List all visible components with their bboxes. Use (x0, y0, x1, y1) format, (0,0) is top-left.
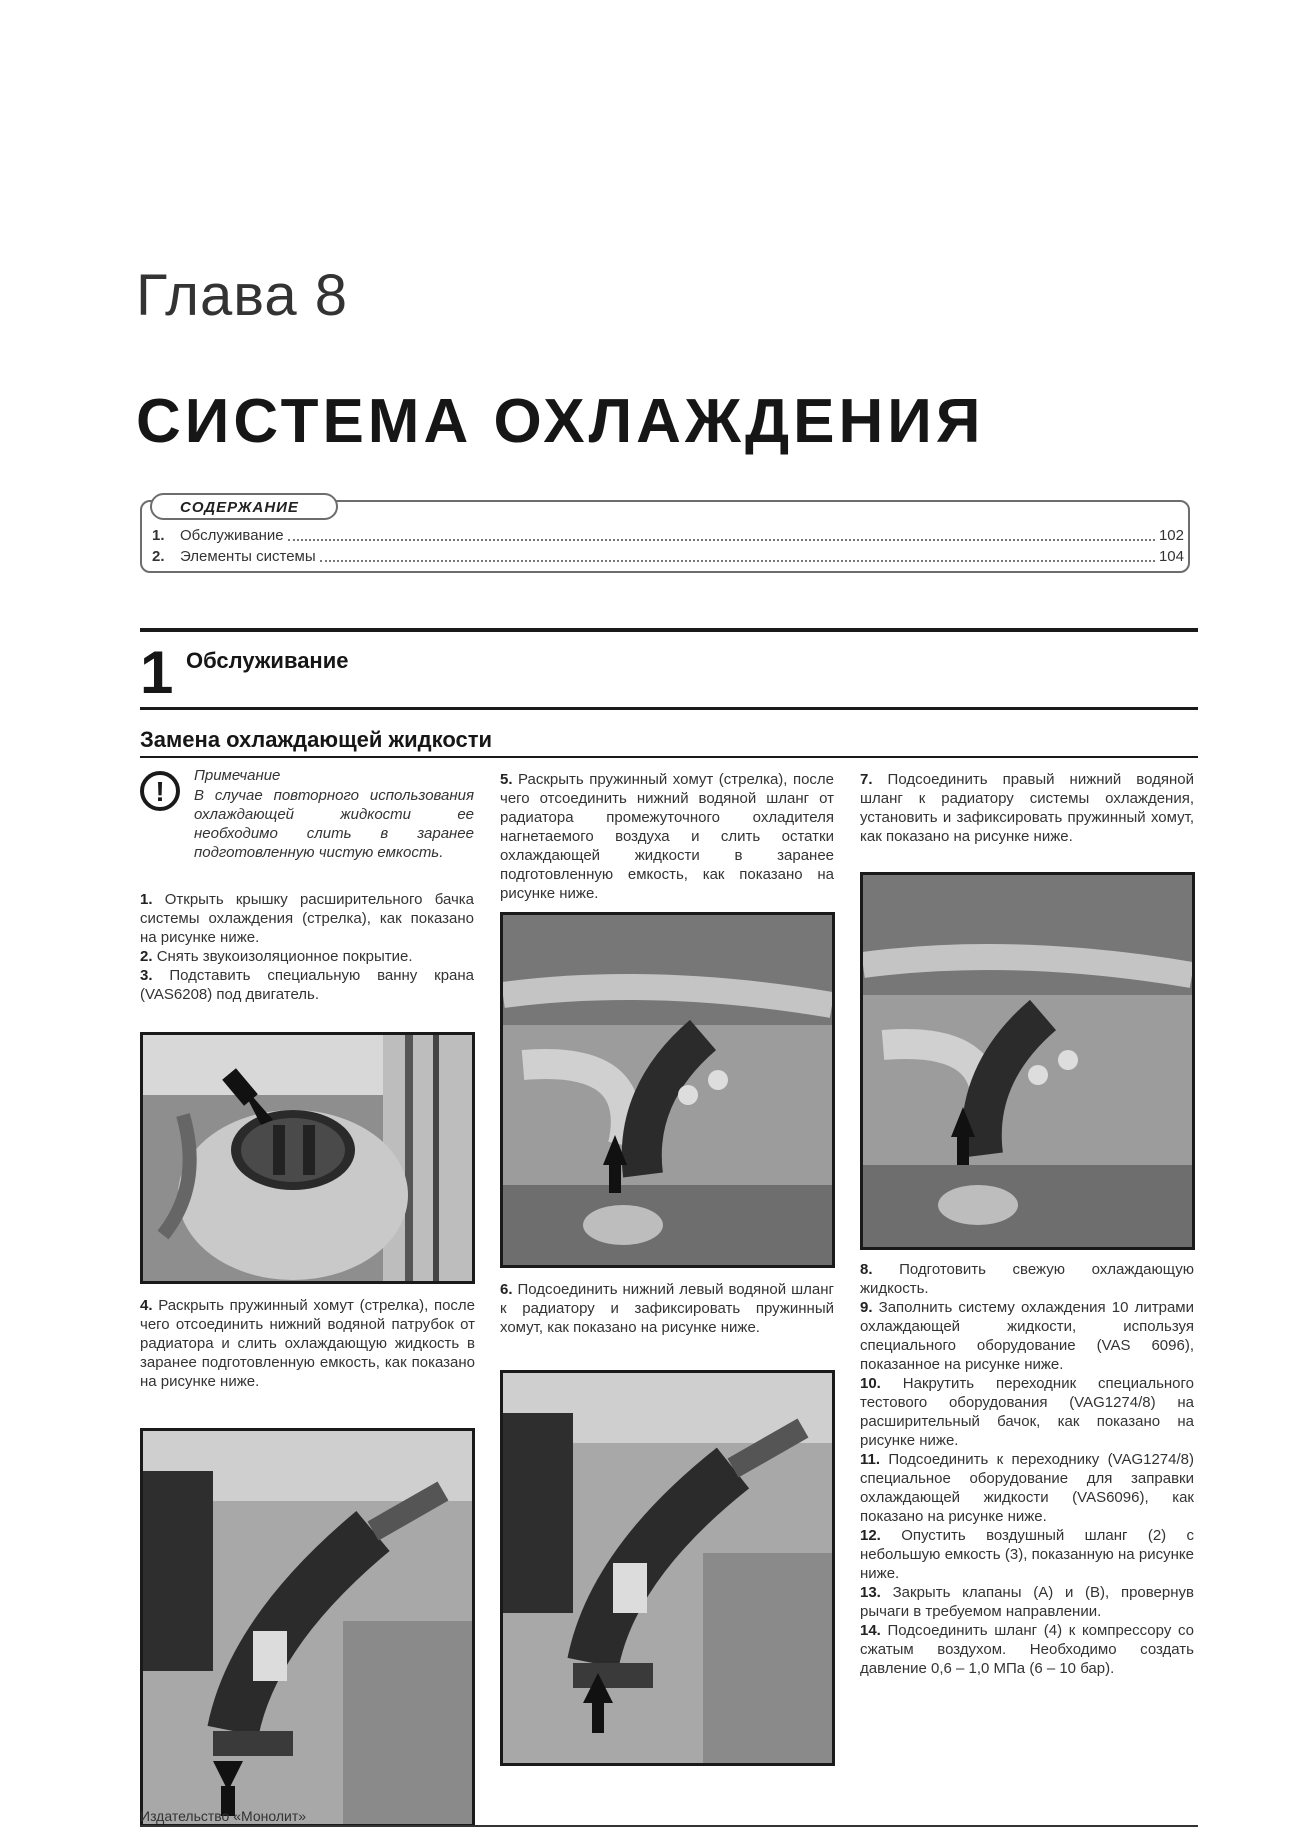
warning-icon: ! (140, 771, 180, 811)
subsection-title: Замена охлаждающей жидкости (140, 727, 493, 752)
page-title: СИСТЕМА ОХЛАЖДЕНИЯ (136, 387, 985, 456)
step-3: 3. Подставить специальную ванну крана (VAS6208) под двигатель. (140, 967, 475, 1003)
column-3-step-7 (860, 770, 1194, 846)
column-2-step-6 (500, 1280, 834, 1337)
column-1-steps (140, 890, 474, 1004)
toc-item[interactable] (152, 526, 1184, 546)
step-7: 7. Подсоединить правый нижний водяной шланг к радиатору системы охлаждения, установить и зафиксировать пружинный хомут, как показано на рисунке ниже. (860, 771, 1194, 845)
step-6: 6. Подсоединить нижний левый водяной шланг к радиатору и зафиксировать пружинный хомут, как показано на рисунке ниже. (500, 1281, 834, 1336)
photo-lower-hose-left (140, 1428, 475, 1827)
toc-leader (288, 526, 1155, 541)
step-1: 1. Открыть крышку расширительного бачка системы охлаждения (стрелка), как показано на рисунке ниже. (140, 891, 475, 946)
step-11: 11. Подсоединить к переходнику (VAG1274/8) специальное оборудование для заправки охлаждающей жидкости (VAS6096), как показано на рисунке ниже. (860, 1451, 1194, 1525)
toc-item-page: 102 (1158, 527, 1184, 544)
note-heading: Примечание (194, 767, 281, 784)
step-14: 14. Подсоединить шланг (4) к компрессору со сжатым воздухом. Необходимо создать давление 0,6 – 1,0 МПа (6 – 10 бар). (860, 1622, 1194, 1677)
footer-publisher: Издательство «Монолит» (140, 1808, 307, 1824)
column-3-steps (860, 1260, 1194, 1678)
photo-lower-hose-connect (500, 1370, 835, 1766)
column-1-step-4 (140, 1296, 475, 1391)
photo-expansion-tank (140, 1032, 475, 1284)
toc-leader (320, 547, 1155, 562)
photo-intercooler-hose (500, 912, 835, 1268)
step-2: 2. Снять звукоизоляционное покрытие. (140, 948, 413, 965)
section-number: 1 (140, 639, 174, 706)
step-4: 4. Раскрыть пружинный хомут (стрелка), после чего отсоединить нижний водяной патрубок от радиатора и слить охлаждающую жидкость в заранее подготовленную емкость, как показано на рисунке ниже. (140, 1297, 476, 1390)
step-13: 13. Закрыть клапаны (A) и (B), провернув рычаги в требуемом направлении. (860, 1584, 1194, 1620)
section-rule (140, 628, 1198, 632)
toc-item[interactable] (152, 547, 1184, 567)
toc-item-label: Обслуживание (180, 527, 284, 544)
note-text: В случае повторного использования охлаждающей жидкости ее необходимо слить в заранее подготовленную чистую емкость. (194, 787, 474, 861)
column-2-step-5 (500, 770, 834, 903)
section-title: Обслуживание (186, 648, 349, 673)
note-body (140, 786, 474, 862)
step-12: 12. Опустить воздушный шланг (2) с небольшую емкость (3), показанную на рисунке ниже. (860, 1527, 1194, 1582)
chapter-label: Глава 8 (136, 263, 349, 328)
step-5: 5. Раскрыть пружинный хомут (стрелка), после чего отсоединить нижний водяной шланг от радиатора промежуточного охладителя нагнетаемого воздуха и слить остатки охлаждающей жидкости в заранее подготовленную емкость, как показано на рисунке ниже. (500, 771, 835, 902)
toc-item-page: 104 (1158, 548, 1184, 565)
subsection-rule (140, 756, 1198, 758)
photo-right-hose (860, 872, 1195, 1250)
toc-item-label: Элементы системы (180, 548, 316, 565)
step-9: 9. Заполнить систему охлаждения 10 литрами охлаждающей жидкости, используя специального оборудование (VAS 6096), показанное на рисунке ниже. (860, 1299, 1194, 1373)
footer-rule (140, 1825, 1198, 1827)
toc-item-number: 2. (152, 548, 165, 565)
step-8: 8. Подготовить свежую охлаждающую жидкость. (860, 1261, 1194, 1297)
toc-item-number: 1. (152, 527, 165, 544)
step-10: 10. Накрутить переходник специального тестового оборудования (VAG1274/8) на расширительный бачок, как показано на рисунке ниже. (860, 1375, 1195, 1449)
toc-label: СОДЕРЖАНИЕ (150, 493, 338, 520)
section-rule-bottom (140, 707, 1198, 710)
